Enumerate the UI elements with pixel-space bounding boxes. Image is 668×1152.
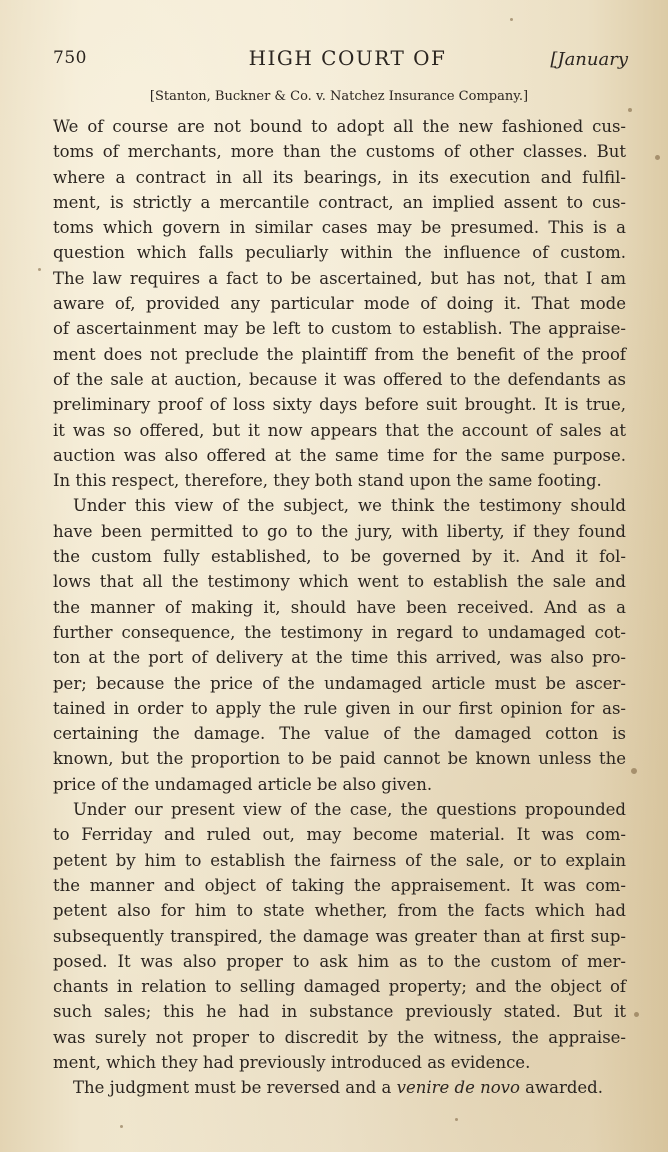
text-line: Under our present view of the case, the questions propounded bbox=[73, 800, 626, 820]
case-caption: [Stanton, Buckner & Co. v. Natchez Insurance Company.] bbox=[149, 89, 529, 104]
page-header bbox=[53, 44, 628, 74]
text-line: the manner of making it, should have been received. And as a bbox=[53, 597, 626, 617]
text-line: the manner and object of taking the appraisement. It was com- bbox=[53, 875, 626, 895]
text-line: petent also for him to state whether, from the facts which had bbox=[53, 901, 626, 921]
closing-text-end: awarded. bbox=[519, 1078, 603, 1098]
text-line: toms which govern in similar cases may be presumed. This is a bbox=[53, 218, 626, 238]
text-line: certaining the damage. The value of the damaged cotton is bbox=[53, 724, 626, 744]
running-head: HIGH COURT OF bbox=[248, 46, 447, 70]
text-line: aware of, provided any particular mode of doing it. That mode bbox=[53, 294, 626, 314]
paragraph-4 bbox=[53, 1075, 626, 1100]
text-line: posed. It was also proper to ask him as to the custom of mer- bbox=[53, 951, 626, 971]
paragraph-3 bbox=[53, 797, 626, 1075]
paper-speck bbox=[510, 18, 513, 21]
text-line: chants in relation to selling damaged property; and the object of bbox=[53, 977, 626, 997]
text-line: ment does not preclude the plaintiff from the benefit of the proof bbox=[53, 344, 626, 364]
paper-speck bbox=[120, 1125, 123, 1128]
text-line: question which falls peculiarly within the influence of custom. bbox=[53, 243, 626, 263]
text-line: ment, which they had previously introduced as evidence. bbox=[53, 1052, 531, 1072]
text-line: ment, is strictly a mercantile contract, an implied assent to cus- bbox=[53, 192, 626, 212]
text-line: toms of merchants, more than the customs of other classes. But bbox=[53, 142, 626, 162]
page-number: 750 bbox=[53, 48, 87, 68]
paper-speck bbox=[628, 108, 632, 112]
running-date: [January bbox=[550, 49, 628, 70]
text-line: subsequently transpired, the damage was greater than at first sup- bbox=[53, 926, 626, 946]
body-text bbox=[53, 114, 626, 1101]
text-line: it was so offered, but it now appears that the account of sales at bbox=[53, 420, 626, 440]
text-line: known, but the proportion to be paid cannot be known unless the bbox=[53, 749, 626, 769]
paper-speck bbox=[38, 268, 41, 271]
text-line: In this respect, therefore, they both stand upon the same footing. bbox=[53, 471, 602, 491]
text-line: of the sale at auction, because it was offered to the defendants as bbox=[53, 369, 626, 389]
text-line: preliminary proof of loss sixty days before suit brought. It is true, bbox=[53, 395, 626, 415]
text-line: such sales; this he had in substance previously stated. But it bbox=[53, 1002, 626, 1022]
text-line: the custom fully established, to be governed by it. And it fol- bbox=[53, 547, 626, 567]
text-line: to Ferriday and ruled out, may become material. It was com- bbox=[53, 825, 626, 845]
paper-speck bbox=[655, 155, 660, 160]
text-line: further consequence, the testimony in regard to undamaged cot- bbox=[53, 622, 626, 642]
text-line: per; because the price of the undamaged article must be ascer- bbox=[53, 673, 626, 693]
text-line: price of the undamaged article be also given. bbox=[53, 774, 433, 794]
text-line: tained in order to apply the rule given in our first opinion for as- bbox=[53, 698, 626, 718]
text-line: was surely not proper to discredit by the witness, the appraise- bbox=[53, 1027, 626, 1047]
paragraph-2 bbox=[53, 493, 626, 797]
paper-speck bbox=[455, 1118, 458, 1121]
text-line: have been permitted to go to the jury, with liberty, if they found bbox=[53, 521, 626, 541]
text-line: We of course are not bound to adopt all the new fashioned cus- bbox=[53, 117, 626, 136]
paper-speck bbox=[631, 768, 637, 774]
text-line: of ascertainment may be left to custom to establish. The appraise- bbox=[53, 319, 626, 339]
text-line: auction was also offered at the same time for the same purpose. bbox=[53, 445, 626, 465]
text-line: The law requires a fact to be ascertained, but has not, that I am bbox=[53, 268, 626, 288]
paragraph-1 bbox=[53, 114, 626, 493]
closing-text-start: The judgment must be reversed and a bbox=[73, 1078, 397, 1098]
text-line: where a contract in all its bearings, in its execution and fulfil- bbox=[53, 167, 626, 187]
italic-phrase: venire de novo bbox=[396, 1078, 520, 1098]
text-line: Under this view of the subject, we think the testimony should bbox=[73, 496, 626, 516]
text-line: petent by him to establish the fairness of the sale, or to explain bbox=[53, 850, 626, 870]
text-line: ton at the port of delivery at the time this arrived, was also pro- bbox=[53, 648, 626, 668]
paper-speck bbox=[634, 1012, 639, 1017]
closing-line bbox=[53, 1075, 626, 1100]
text-line: lows that all the testimony which went to establish the sale and bbox=[53, 572, 626, 592]
